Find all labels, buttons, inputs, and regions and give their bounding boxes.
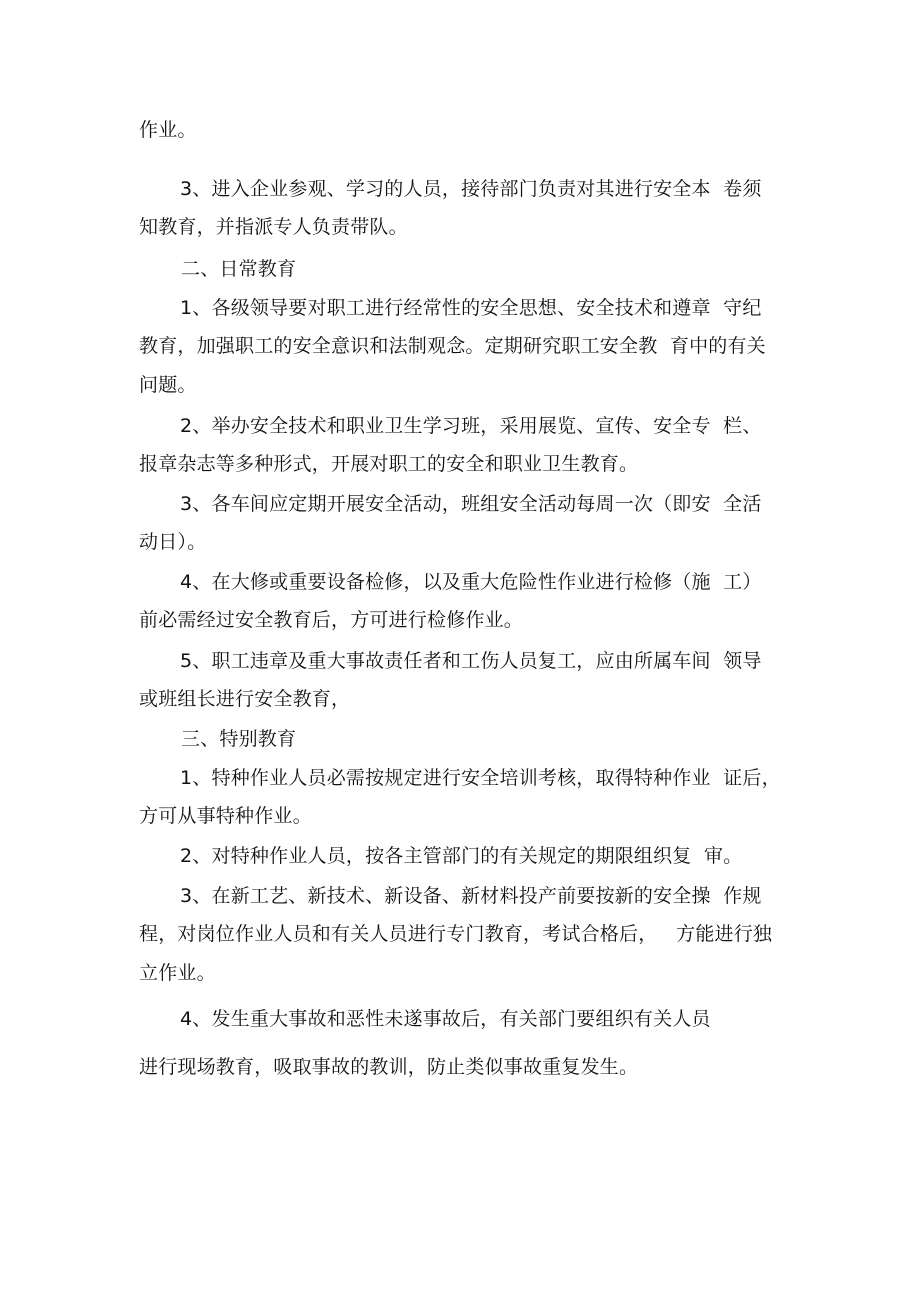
text-line: 3、进入企业参观、学习的人员，接待部门负责对其进行安全本 卷须 xyxy=(180,178,762,200)
text-line: 方可从事特种作业。 xyxy=(139,805,312,827)
text-line: 4、在大修或重要设备检修，以及重大危险性作业进行检修（施 工） xyxy=(180,571,762,593)
text-line: 作业。 xyxy=(139,119,197,141)
text-line: 5、职工违章及重大事故责任者和工伤人员复工，应由所属车间 领导 xyxy=(180,650,762,672)
text-line: 立作业。 xyxy=(139,962,216,984)
text-line: 教育，加强职工的安全意识和法制观念。定期研究职工安全教 育中的有关 xyxy=(139,335,766,357)
text-line: 2、举办安全技术和职业卫生学习班，采用展览、宣传、安全专 栏、 xyxy=(180,415,762,437)
text-line: 3、在新工艺、新技术、新设备、新材料投产前要按新的安全操 作规 xyxy=(180,885,762,907)
text-line: 动日）。 xyxy=(139,531,207,553)
text-line: 4、发生重大事故和恶性未遂事故后，有关部门要组织有关人员 xyxy=(180,1008,711,1030)
text-line: 1、各级领导要对职工进行经常性的安全思想、安全技术和遵章 守纪 xyxy=(180,297,762,319)
text-line: 2、对特种作业人员，按各主管部门的有关规定的期限组织复 审。 xyxy=(180,845,743,867)
text-line: 程，对岗位作业人员和有关人员进行专门教育，考试合格后， 方能进行独 xyxy=(139,923,773,945)
text-line: 3、各车间应定期开展安全活动，班组安全活动每周一次（即安 全活 xyxy=(180,493,762,515)
text-line: 1、特种作业人员必需按规定进行安全培训考核，取得特种作业 证后， xyxy=(180,767,781,789)
section-heading: 二、日常教育 xyxy=(181,258,297,280)
text-line: 或班组长进行安全教育， xyxy=(139,688,351,710)
section-heading: 三、特别教育 xyxy=(181,728,297,750)
text-line: 前必需经过安全教育后，方可进行检修作业。 xyxy=(139,609,524,631)
text-line: 问题。 xyxy=(139,374,197,396)
text-line: 知教育，并指派专人负责带队。 xyxy=(139,216,408,238)
text-line: 进行现场教育，吸取事故的教训，防止类似事故重复发生。 xyxy=(139,1056,639,1078)
text-line: 报章杂志等多种形式，开展对职工的安全和职业卫生教育。 xyxy=(139,453,639,475)
